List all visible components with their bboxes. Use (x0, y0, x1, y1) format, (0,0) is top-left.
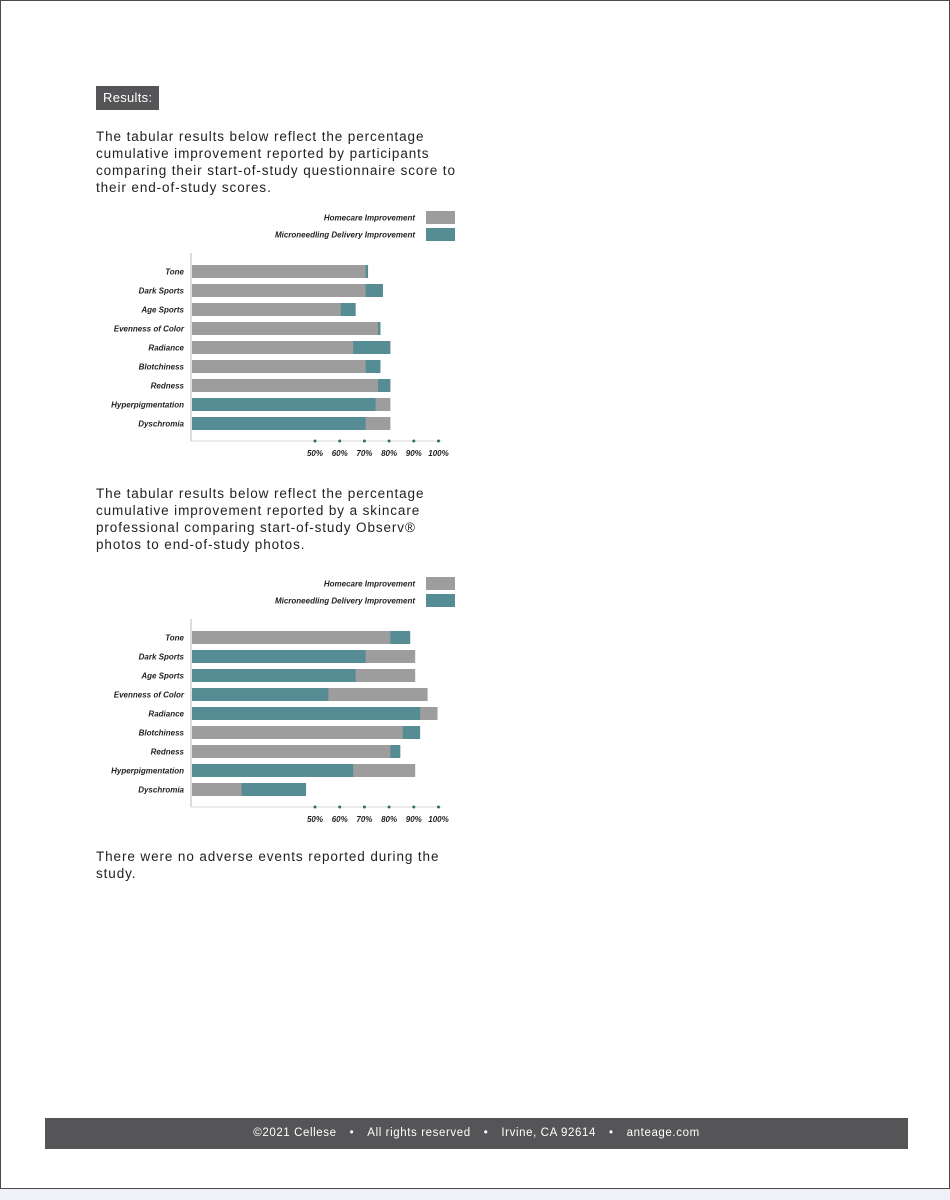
category-label-blotchiness: Blotchiness (138, 728, 184, 738)
legend-label-microneedling-delivery-improvement: Microneedling Delivery Improvement (274, 596, 415, 606)
bar-microneedling-hyperpigmentation (192, 764, 353, 777)
legend-swatch-microneedling-delivery-improvement (426, 594, 455, 607)
category-label-blotchiness: Blotchiness (138, 362, 184, 372)
x-tick-label-60: 60% (331, 815, 348, 824)
footer-rights: All rights reserved (367, 1127, 471, 1139)
bar-homecare-tone (192, 631, 390, 644)
x-tick-mark-60 (338, 440, 341, 443)
bar-homecare-blotchiness (192, 726, 403, 739)
footer-website-link[interactable]: anteage.com (626, 1127, 700, 1139)
x-tick-mark-50 (314, 806, 317, 809)
x-tick-mark-100 (437, 806, 440, 809)
footer-location: Irvine, CA 92614 (501, 1127, 597, 1139)
category-label-radiance: Radiance (148, 343, 184, 353)
x-tick-label-80: 80% (381, 449, 398, 458)
category-label-tone: Tone (165, 267, 184, 277)
category-label-redness: Redness (150, 381, 184, 391)
bar-homecare-redness (192, 745, 390, 758)
x-tick-mark-70 (363, 806, 366, 809)
bar-homecare-tone (192, 265, 366, 278)
bar-microneedling-dark-sports (192, 650, 366, 663)
bar-homecare-redness (192, 379, 378, 392)
legend-label-homecare-improvement: Homecare Improvement (323, 579, 415, 589)
footer-separator: • (609, 1127, 614, 1139)
category-label-tone: Tone (165, 633, 184, 643)
footer-separator: • (483, 1127, 489, 1139)
chart-questionnaire-results (96, 207, 466, 459)
bar-homecare-radiance (192, 341, 353, 354)
x-tick-label-60: 60% (331, 449, 348, 458)
x-tick-label-50: 50% (306, 449, 324, 458)
category-label-dyschromia: Dyschromia (138, 785, 184, 795)
bar-homecare-evenness-of-color (192, 322, 378, 335)
x-tick-mark-50 (314, 440, 317, 443)
legend-swatch-microneedling-delivery-improvement (426, 228, 455, 241)
x-tick-mark-80 (388, 440, 391, 443)
chart-svg (96, 573, 466, 825)
x-tick-mark-90 (412, 806, 415, 809)
results-heading: Results: (96, 86, 159, 110)
x-tick-mark-90 (412, 440, 415, 443)
bar-homecare-age-sports (192, 303, 341, 316)
category-label-evenness-of-color: Evenness of Color (113, 690, 184, 700)
category-label-redness: Redness (150, 747, 184, 757)
category-label-dark-sports: Dark Sports (138, 286, 184, 296)
category-label-radiance: Radiance (148, 709, 184, 719)
footer-separator: • (349, 1127, 355, 1139)
x-tick-label-70: 70% (356, 449, 373, 458)
category-label-age-sports: Age Sports (141, 671, 184, 681)
bar-homecare-blotchiness (192, 360, 366, 373)
intro-paragraph-photos: The tabular results below reflect the percentage cumulative improvement reported by a skincare professional comparing start-of-study Observ® photos to end-of-study photos. (96, 486, 425, 552)
bar-homecare-dyschromia (192, 783, 242, 796)
chart-photo-results (96, 573, 466, 825)
intro-paragraph-questionnaire: The tabular results below reflect the percentage cumulative improvement reported by participants comparing their start-of-study questionnaire score to their end-of-study scores. (96, 129, 456, 195)
legend-label-homecare-improvement: Homecare Improvement (323, 213, 415, 223)
bar-microneedling-age-sports (192, 669, 356, 682)
adverse-events-paragraph: There were no adverse events reported during the study. (96, 849, 440, 881)
chart-svg (96, 207, 466, 459)
x-tick-mark-60 (338, 806, 341, 809)
category-label-evenness-of-color: Evenness of Color (113, 324, 184, 334)
category-label-dark-sports: Dark Sports (138, 652, 184, 662)
legend-swatch-homecare-improvement (426, 211, 455, 224)
x-tick-label-90: 90% (405, 449, 422, 458)
x-tick-mark-70 (363, 440, 366, 443)
x-tick-label-100: 100% (428, 449, 449, 458)
footer-copyright: ©2021 Cellese (253, 1127, 337, 1139)
bar-microneedling-dyschromia (192, 417, 366, 430)
page-footer (45, 1118, 908, 1149)
category-label-hyperpigmentation: Hyperpigmentation (111, 400, 184, 410)
x-tick-label-80: 80% (381, 815, 398, 824)
bar-microneedling-hyperpigmentation (192, 398, 376, 411)
x-tick-mark-100 (437, 440, 440, 443)
category-label-age-sports: Age Sports (141, 305, 184, 315)
x-tick-label-70: 70% (356, 815, 373, 824)
bar-microneedling-evenness-of-color (192, 688, 328, 701)
category-label-hyperpigmentation: Hyperpigmentation (111, 766, 184, 776)
x-tick-label-100: 100% (428, 815, 449, 824)
x-tick-label-50: 50% (306, 815, 324, 824)
bar-microneedling-radiance (192, 707, 420, 720)
bar-homecare-dark-sports (192, 284, 366, 297)
legend-swatch-homecare-improvement (426, 577, 455, 590)
x-tick-mark-80 (388, 806, 391, 809)
category-label-dyschromia: Dyschromia (138, 419, 184, 429)
x-tick-label-90: 90% (405, 815, 422, 824)
legend-label-microneedling-delivery-improvement: Microneedling Delivery Improvement (274, 230, 415, 240)
